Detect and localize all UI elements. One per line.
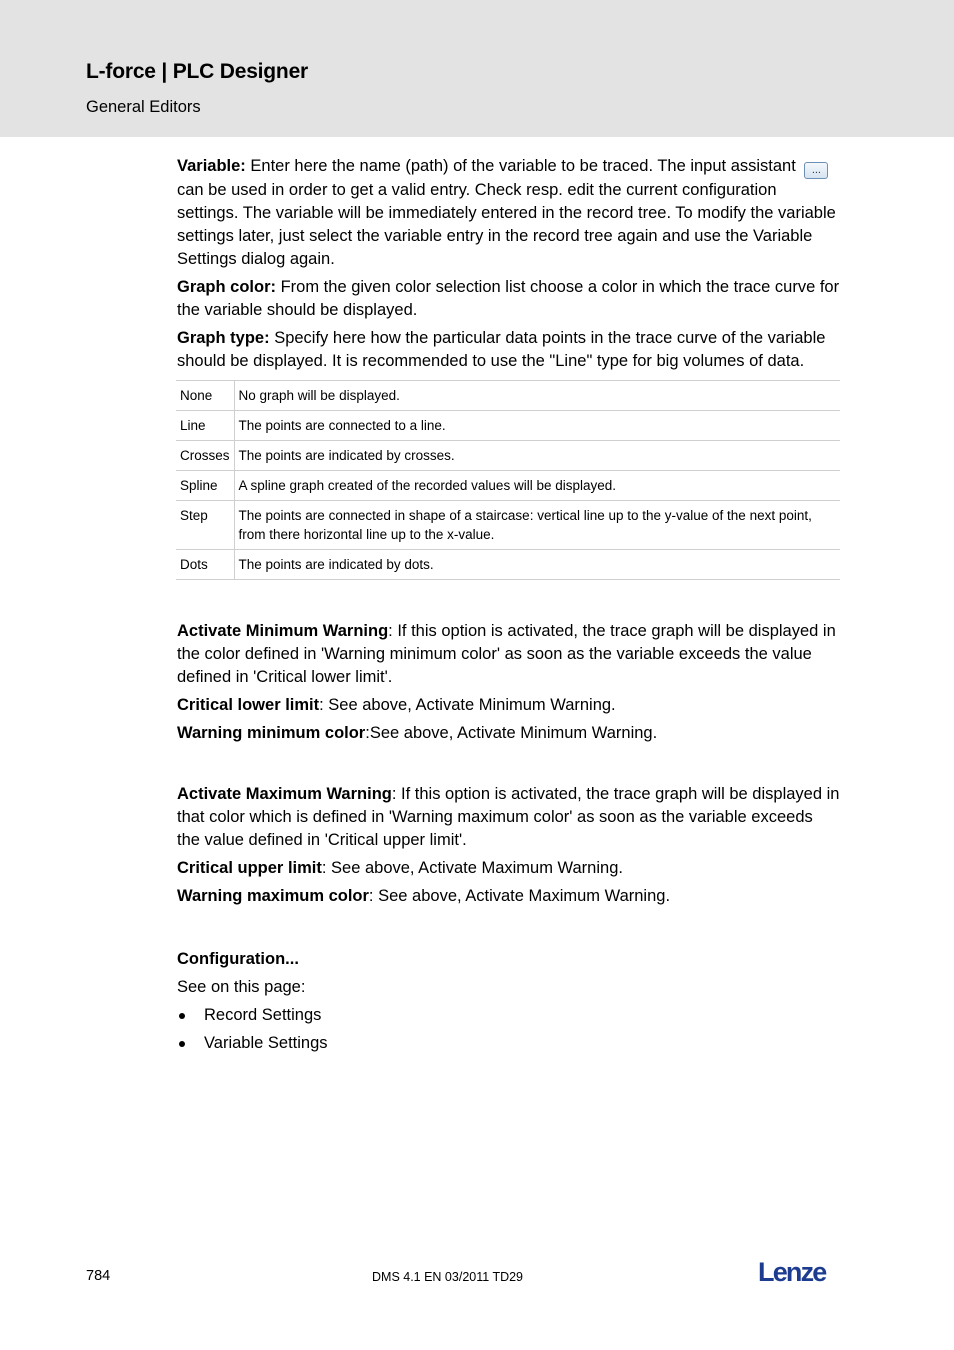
warning-max-color-text: : See above, Activate Maximum Warning.	[368, 887, 671, 905]
configuration-intro: See on this page:	[177, 978, 306, 996]
graph-type-description: A spline graph created of the recorded values will be displayed.	[234, 471, 840, 501]
max-warning-label: Activate Maximum Warning	[177, 785, 392, 803]
graph-type-name: Crosses	[176, 441, 234, 471]
graph-type-name: Step	[176, 501, 234, 550]
warning-min-color-label: Warning minimum color	[177, 724, 366, 742]
graph-color-label: Graph color:	[177, 278, 277, 296]
min-warning-text: : If this option is activated, the trace graph will be displayed in the color defined in 'Warning minimum color' as soon as the variable exceeds the value defined in 'Critical lower limit'.	[177, 622, 836, 686]
variable-paragraph	[177, 155, 840, 271]
main-content	[177, 155, 840, 1060]
list-item[interactable]: Record Settings	[177, 1004, 840, 1027]
variable-label: Variable:	[177, 157, 246, 175]
graph-color-text: From the given color selection list choose a color in which the trace curve for the variable should be displayed.	[177, 278, 840, 319]
graph-color-paragraph	[177, 276, 840, 322]
graph-type-label: Graph type:	[177, 329, 270, 347]
configuration-list	[177, 1004, 840, 1055]
table-row	[176, 441, 840, 471]
table-row	[176, 381, 840, 411]
input-assistant-button[interactable]: ...	[804, 162, 828, 179]
graph-type-description: The points are indicated by dots.	[234, 550, 840, 580]
critical-upper-paragraph	[177, 857, 840, 880]
warning-min-color-text: :See above, Activate Minimum Warning.	[365, 724, 658, 742]
warning-max-color-paragraph	[177, 885, 840, 908]
lenze-logo-text: Lenze	[758, 1257, 826, 1286]
graph-type-name: Spline	[176, 471, 234, 501]
max-warning-paragraph	[177, 783, 840, 852]
document-id: DMS 4.1 EN 03/2011 TD29	[372, 1270, 524, 1284]
graph-type-name: Dots	[176, 550, 234, 580]
list-item[interactable]: Variable Settings	[177, 1032, 840, 1055]
warning-max-color-label: Warning maximum color	[177, 887, 369, 905]
critical-lower-paragraph	[177, 694, 840, 717]
configuration-heading	[177, 948, 840, 971]
graph-type-description: The points are connected to a line.	[234, 411, 840, 441]
graph-type-description: No graph will be displayed.	[234, 381, 840, 411]
lenze-logo	[758, 1256, 838, 1286]
graph-type-description: The points are connected in shape of a staircase: vertical line up to the y-value of the next point, from there horizontal line up to the x-value.	[234, 501, 840, 550]
chapter-title: General Editors	[86, 98, 201, 116]
variable-text-2: can be used in order to get a valid entry. Check resp. edit the current configuration settings. The variable will be immediately entered in the record tree. To modify the variable settings later, just select the variable entry in the record tree again and use the Variable Settings dialog again.	[177, 181, 836, 268]
max-warning-text: : If this option is activated, the trace graph will be displayed in that color which is defined in 'Warning maximum color' as soon as the variable exceeds the value defined in 'Critical upper limit'.	[177, 785, 840, 849]
critical-upper-label: Critical upper limit	[177, 859, 322, 877]
table-row	[176, 411, 840, 441]
graph-type-table	[176, 380, 840, 580]
critical-lower-label: Critical lower limit	[177, 696, 320, 714]
document-title: L-force | PLC Designer	[86, 60, 309, 83]
configuration-heading-text: Configuration...	[177, 950, 299, 968]
graph-type-paragraph	[177, 327, 840, 373]
critical-lower-text: : See above, Activate Minimum Warning.	[319, 696, 616, 714]
warning-min-color-paragraph	[177, 722, 840, 745]
page-number: 784	[86, 1268, 111, 1284]
page-header	[0, 0, 954, 137]
table-row	[176, 550, 840, 580]
graph-type-name: Line	[176, 411, 234, 441]
min-warning-label: Activate Minimum Warning	[177, 622, 389, 640]
graph-type-description: The points are indicated by crosses.	[234, 441, 840, 471]
graph-type-name: None	[176, 381, 234, 411]
min-warning-paragraph	[177, 620, 840, 689]
variable-text-1: Enter here the name (path) of the variable to be traced. The input assistant	[245, 157, 801, 175]
graph-type-text: Specify here how the particular data points in the trace curve of the variable should be displayed. It is recommended to use the "Line" type for big volumes of data.	[177, 329, 826, 370]
table-row	[176, 501, 840, 550]
table-row	[176, 471, 840, 501]
critical-upper-text: : See above, Activate Maximum Warning.	[321, 859, 623, 877]
